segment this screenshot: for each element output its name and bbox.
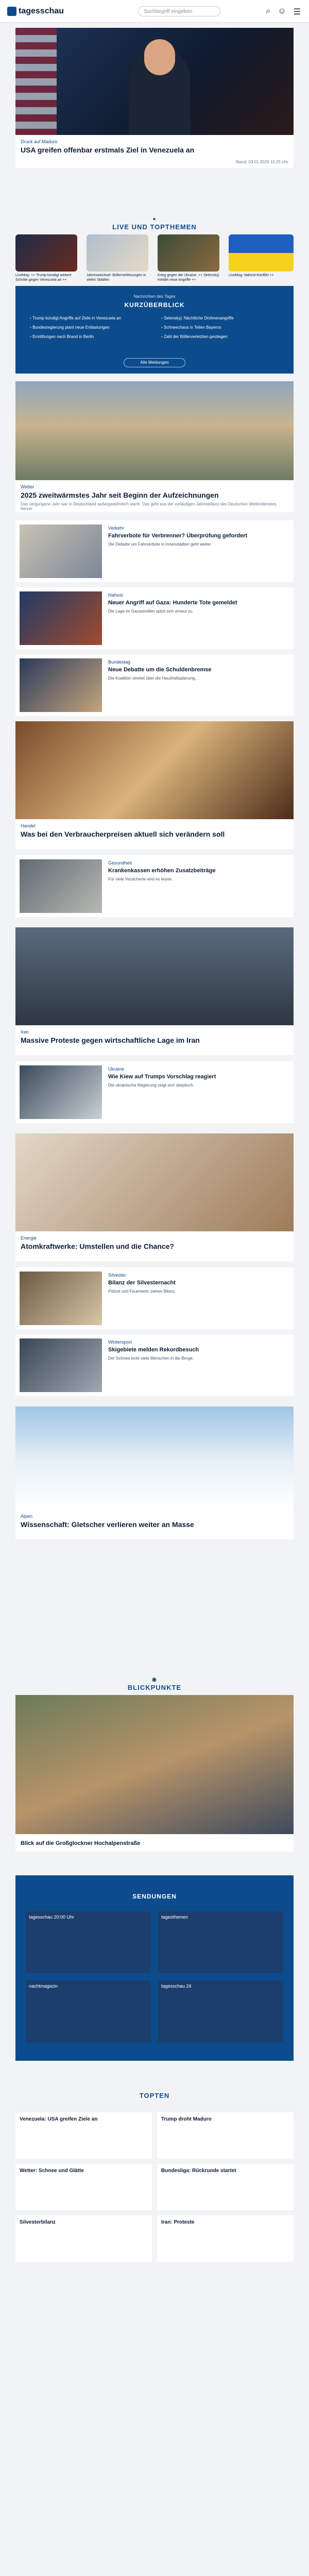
- story-image-market[interactable]: [15, 721, 294, 819]
- story-headline[interactable]: Krankenkassen erhöhen Zusatzbeiträge: [108, 868, 216, 874]
- sendungen-band: [15, 1875, 294, 2061]
- story-thumb: [20, 859, 102, 913]
- sendung-tile[interactable]: tagesschau 20:00 Uhr: [26, 1911, 151, 1973]
- blickpunkte-headline[interactable]: Blick auf die Großglockner Hochalpenstraße: [21, 1840, 141, 1846]
- story-image-traffic[interactable]: [15, 927, 294, 1025]
- lead-image[interactable]: [15, 28, 294, 135]
- flag-image: [15, 28, 57, 135]
- story-thumb: [20, 591, 102, 645]
- topten-item[interactable]: Iran: Proteste: [157, 2215, 294, 2262]
- story-headline[interactable]: Bilanz der Silvesternacht: [108, 1280, 176, 1286]
- story-headline[interactable]: Massive Proteste gegen wirtschaftliche Lage im Iran: [21, 1036, 200, 1044]
- live-tile-1[interactable]: [15, 234, 77, 272]
- story-thumb: [20, 658, 102, 712]
- lead-text[interactable]: [15, 135, 294, 168]
- live-icon: ●: [152, 216, 157, 222]
- story-row[interactable]: [15, 654, 294, 716]
- story-thumb: [20, 1065, 102, 1119]
- story-headline[interactable]: Fahrverbote für Verbrenner? Überprüfung gefordert: [108, 533, 248, 539]
- kurz-more-button[interactable]: Alle Meldungen: [124, 358, 185, 367]
- story-card[interactable]: [15, 1025, 294, 1055]
- blickpunkte-caption-card[interactable]: [15, 1834, 294, 1852]
- site-header: [0, 0, 309, 23]
- story-topline: Ukraine: [108, 1066, 125, 1072]
- blickpunkte-image[interactable]: [15, 1695, 294, 1834]
- story-topline: Alpen: [21, 1514, 33, 1519]
- logo-text: tagesschau: [19, 6, 64, 15]
- kurz-item[interactable]: ▪ Bundesregierung plant neue Entlastungen: [30, 325, 148, 330]
- live-tile-4[interactable]: [229, 234, 294, 272]
- live-caption[interactable]: Liveblog: ++ Trump kündigt weitere Schritte gegen Venezuela an ++: [15, 274, 72, 282]
- live-caption[interactable]: Liveblog: Nahost-Konflikt ++: [229, 274, 274, 277]
- story-topline: Wintersport: [108, 1340, 132, 1345]
- sendung-tile[interactable]: tagesschau 24: [158, 1980, 283, 2042]
- story-row[interactable]: [15, 855, 294, 917]
- sendung-tile[interactable]: nachtmagazin: [26, 1980, 151, 2042]
- story-headline[interactable]: Neuer Angriff auf Gaza: Hunderte Tote gemeldet: [108, 600, 237, 606]
- live-caption[interactable]: Jahreswechsel: Böllerverletzungen in vielen Städten: [87, 274, 146, 282]
- story-image-town[interactable]: [15, 381, 294, 480]
- story-row[interactable]: [15, 587, 294, 649]
- story-headline[interactable]: Wissenschaft: Gletscher verlieren weiter an Masse: [21, 1520, 194, 1529]
- blickpunkte-title: ◉ BLICKPUNKTE: [0, 1677, 309, 1691]
- kurz-title: KURZÜBERBLICK: [124, 301, 185, 309]
- menu-icon[interactable]: ☰: [293, 8, 301, 16]
- story-thumb: [20, 1338, 102, 1392]
- story-image-alps[interactable]: [15, 1406, 294, 1510]
- person-face: [144, 39, 175, 75]
- story-teaser: Das vergangene Jahr war in Deutschland außergewöhnlich warm. Das geht aus der vorläufigen Jahresbilanz des Deutschen Wetterdienstes hervor.: [21, 502, 277, 511]
- story-headline[interactable]: Was bei den Verbraucherpreisen aktuell sich verändern soll: [21, 830, 225, 838]
- kurz-kicker: Nachrichten des Tages: [133, 294, 176, 299]
- story-headline[interactable]: Atomkraftwerke: Umstellen und die Chance?: [21, 1242, 174, 1250]
- live-caption[interactable]: Krieg gegen die Ukraine: ++ Selenskyj meldet neue Angriffe ++: [158, 274, 219, 282]
- kurz-item[interactable]: ▪ Trump kündigt Angriffe auf Ziele in Venezuela an: [30, 316, 148, 320]
- kurz-item[interactable]: ▪ Ermittlungen nach Brand in Berlin: [30, 334, 148, 339]
- story-card[interactable]: [15, 480, 294, 512]
- logo-mark-icon: [7, 7, 16, 16]
- topten-item[interactable]: Bundesliga: Rückrunde startet: [157, 2164, 294, 2210]
- story-teaser: Polizei und Feuerwehr ziehen Bilanz.: [108, 1289, 176, 1294]
- story-topline: Verkehr: [108, 526, 125, 531]
- story-card[interactable]: [15, 1510, 294, 1539]
- topten-item[interactable]: Wetter: Schnee und Glätte: [15, 2164, 152, 2210]
- sendung-tile[interactable]: tagesthemen: [158, 1911, 283, 1973]
- story-topline: Wetter: [21, 484, 35, 489]
- lead-headline[interactable]: USA greifen offenbar erstmals Ziel in Venezuela an: [21, 146, 195, 154]
- topten-item[interactable]: Silvesterbilanz: [15, 2215, 152, 2262]
- story-teaser: Die Lage im Gazastreifen spitzt sich erneut zu.: [108, 609, 194, 614]
- story-topline: Energie: [21, 1235, 37, 1241]
- topten-title: TOPTEN: [139, 2092, 170, 2099]
- story-thumb: [20, 524, 102, 578]
- story-thumb: [20, 1272, 102, 1325]
- kurzueberblick-box: [15, 286, 294, 374]
- topten-item[interactable]: Venezuela: USA greifen Ziele an: [15, 2112, 152, 2159]
- logo[interactable]: [7, 7, 64, 16]
- story-row[interactable]: [15, 1267, 294, 1329]
- lead-topline: Druck auf Maduro: [21, 139, 58, 144]
- live-tile-2[interactable]: [87, 234, 148, 272]
- story-topline: Gesundheit: [108, 860, 132, 866]
- camera-icon: ◉: [152, 1677, 157, 1683]
- user-icon[interactable]: ☺: [278, 7, 286, 15]
- sendungen-title: SENDUNGEN: [132, 1893, 177, 1900]
- story-row[interactable]: [15, 1061, 294, 1123]
- topten-grid: [15, 2112, 294, 2262]
- story-row[interactable]: [15, 520, 294, 582]
- search-icon[interactable]: ⌕: [266, 7, 271, 15]
- story-teaser: Die Koalition streitet über die Haushaltsplanung.: [108, 676, 196, 681]
- story-teaser: Die Debatte um Fahrverbote in Innenstädten geht weiter.: [108, 542, 212, 547]
- story-headline[interactable]: Wie Kiew auf Trumps Vorschlag reagiert: [108, 1074, 216, 1080]
- story-topline: Iran: [21, 1029, 29, 1035]
- lead-meta: Stand: 03.01.2026 10:25 Uhr: [235, 160, 288, 164]
- story-row[interactable]: [15, 1334, 294, 1396]
- live-tile-3[interactable]: [158, 234, 219, 272]
- story-topline: Handel: [21, 823, 36, 828]
- topten-item[interactable]: Trump droht Maduro: [157, 2112, 294, 2159]
- story-topline: Bundestag: [108, 659, 131, 665]
- story-topline: Nahost: [108, 592, 123, 598]
- live-section-title: ● LIVE UND TOPTHEMEN: [0, 216, 309, 231]
- search-input[interactable]: Suchbegriff eingeben: [138, 6, 220, 16]
- story-headline[interactable]: Neue Debatte um die Schuldenbremse: [108, 667, 212, 673]
- story-teaser: Die ukrainische Regierung zeigt sich skeptisch.: [108, 1083, 195, 1088]
- story-headline[interactable]: 2025 zweitwärmstes Jahr seit Beginn der Aufzeichnungen: [21, 491, 219, 499]
- story-topline: Silvester: [108, 1273, 126, 1278]
- story-headline[interactable]: Skigebiete melden Rekordbesuch: [108, 1347, 199, 1353]
- kurz-item[interactable]: ▪ Selenskyj: Nächtliche Drohnenangriffe: [161, 316, 279, 320]
- story-teaser: Für viele Versicherte wird es teurer.: [108, 877, 173, 882]
- story-card[interactable]: [15, 819, 294, 849]
- story-card[interactable]: [15, 1231, 294, 1261]
- kurz-item[interactable]: ▪ Schneechaos in Teilen Bayerns: [161, 325, 279, 330]
- kurz-item[interactable]: ▪ Zahl der Böllerverletzten gestiegen: [161, 334, 279, 339]
- story-image-hands[interactable]: [15, 1133, 294, 1231]
- story-teaser: Der Schnee lockt viele Menschen in die Berge.: [108, 1356, 194, 1361]
